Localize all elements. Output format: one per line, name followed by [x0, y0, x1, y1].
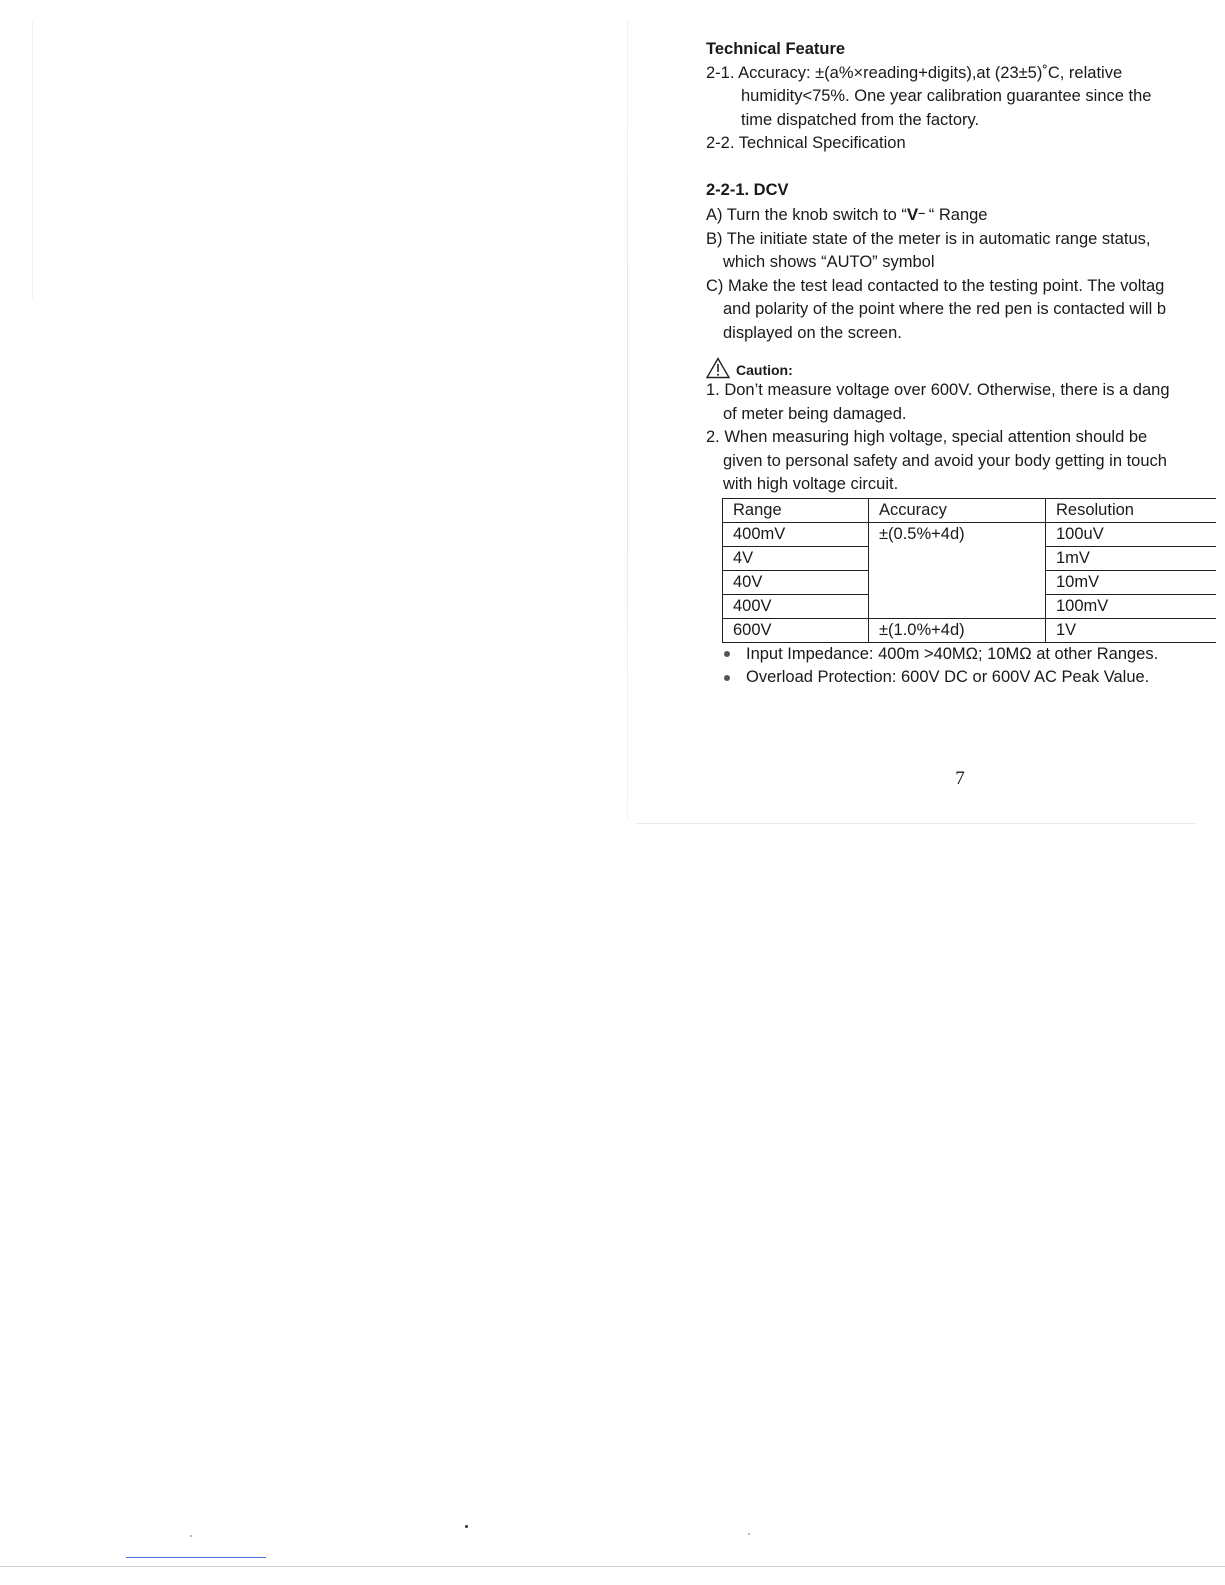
accuracy-line-1: 2-1. Accuracy: ±(a%×reading+digits),at (23±5)˚C, relative [706, 63, 1123, 82]
step-c-line-3: displayed on the screen. [723, 323, 902, 342]
table-row [723, 522, 1216, 546]
table-cell-accuracy: ±(1.0%+4d) [869, 618, 1046, 642]
table-cell-range: 400mV [723, 522, 869, 546]
scan-blue-mark [126, 1557, 266, 1558]
page-number: 7 [955, 768, 965, 789]
table-cell-range: 4V [723, 546, 869, 570]
scan-speck [748, 1533, 750, 1535]
note-overload-protection [706, 666, 1225, 690]
spacer [706, 156, 1225, 179]
table-header-accuracy: Accuracy [869, 498, 1046, 522]
step-c-line-1: C) Make the test lead contacted to the testing point. The voltag [706, 276, 1165, 295]
table-header-row [723, 498, 1216, 522]
caution-item-2-line-3: with high voltage circuit. [723, 475, 899, 493]
accuracy-line-3: time dispatched from the factory. [741, 110, 980, 129]
note-text: Input Impedance: 400m >40MΩ; 10MΩ at other Ranges. [746, 644, 1159, 663]
table-cell-resolution: 100mV [1046, 594, 1216, 618]
step-b-line-2: which shows “AUTO” symbol [723, 253, 935, 271]
step-a-suffix: “ Range [924, 206, 988, 224]
caution-item-2-line-2: given to personal safety and avoid your body getting in touch [723, 451, 1167, 470]
dcv-heading: 2-2-1. DCV [706, 180, 789, 199]
table-cell-accuracy [869, 546, 1046, 570]
scan-speck [190, 1535, 192, 1537]
bullet-icon [724, 675, 730, 681]
section-title: Technical Feature [706, 40, 846, 58]
table-row [723, 570, 1216, 594]
caution-item-1-line-1: 1. Don’t measure voltage over 600V. Otherwise, there is a dang [706, 381, 1170, 399]
table-header-resolution: Resolution [1046, 498, 1216, 522]
step-c-line-2: and polarity of the point where the red pen is contacted will b [723, 300, 1167, 318]
caution-item-1-line-2: of meter being damaged. [723, 404, 907, 423]
scan-speck [465, 1525, 468, 1528]
dc-voltage-symbol-mark: --- [918, 208, 925, 218]
step-b-line-1: B) The initiate state of the meter is in automatic range status, [706, 229, 1151, 248]
table-header-range: Range [723, 498, 869, 522]
page-divider [627, 20, 628, 820]
dcv-spec-table [722, 498, 1216, 643]
tech-spec-line: 2-2. Technical Specification [706, 134, 906, 152]
accuracy-line-2: humidity<75%. One year calibration guarantee since the [741, 87, 1152, 105]
page-bottom-rule [636, 823, 1196, 824]
manual-page [706, 38, 1225, 798]
table-row [723, 618, 1216, 642]
bullet-icon [724, 651, 730, 657]
table-cell-accuracy [869, 570, 1046, 594]
dc-voltage-symbol-icon [907, 205, 924, 224]
table-cell-range: 40V [723, 570, 869, 594]
dc-voltage-symbol-letter: V [906, 205, 919, 224]
table-row [723, 594, 1216, 618]
warning-triangle-icon [706, 357, 730, 379]
scan-left-edge [32, 20, 33, 300]
table-row [723, 546, 1216, 570]
table-cell-resolution: 1mV [1046, 546, 1216, 570]
table-cell-range: 600V [723, 618, 869, 642]
note-text: Overload Protection: 600V DC or 600V AC Peak Value. [746, 668, 1150, 686]
table-cell-resolution: 10mV [1046, 570, 1216, 594]
table-cell-accuracy [869, 594, 1046, 618]
caution-header [706, 349, 1225, 379]
note-input-impedance [706, 643, 1225, 667]
table-cell-resolution: 1V [1046, 618, 1216, 642]
table-cell-resolution: 100uV [1046, 522, 1216, 546]
caution-label: Caution: [736, 362, 793, 378]
caution-item-2-line-1: 2. When measuring high voltage, special attention should be [706, 428, 1148, 446]
step-a-prefix: A) Turn the knob switch to “ [706, 206, 907, 224]
table-cell-accuracy: ±(0.5%+4d) [869, 522, 1046, 546]
scan-bottom-edge [0, 1566, 1225, 1567]
step-a [706, 202, 1225, 228]
table-cell-range: 400V [723, 594, 869, 618]
